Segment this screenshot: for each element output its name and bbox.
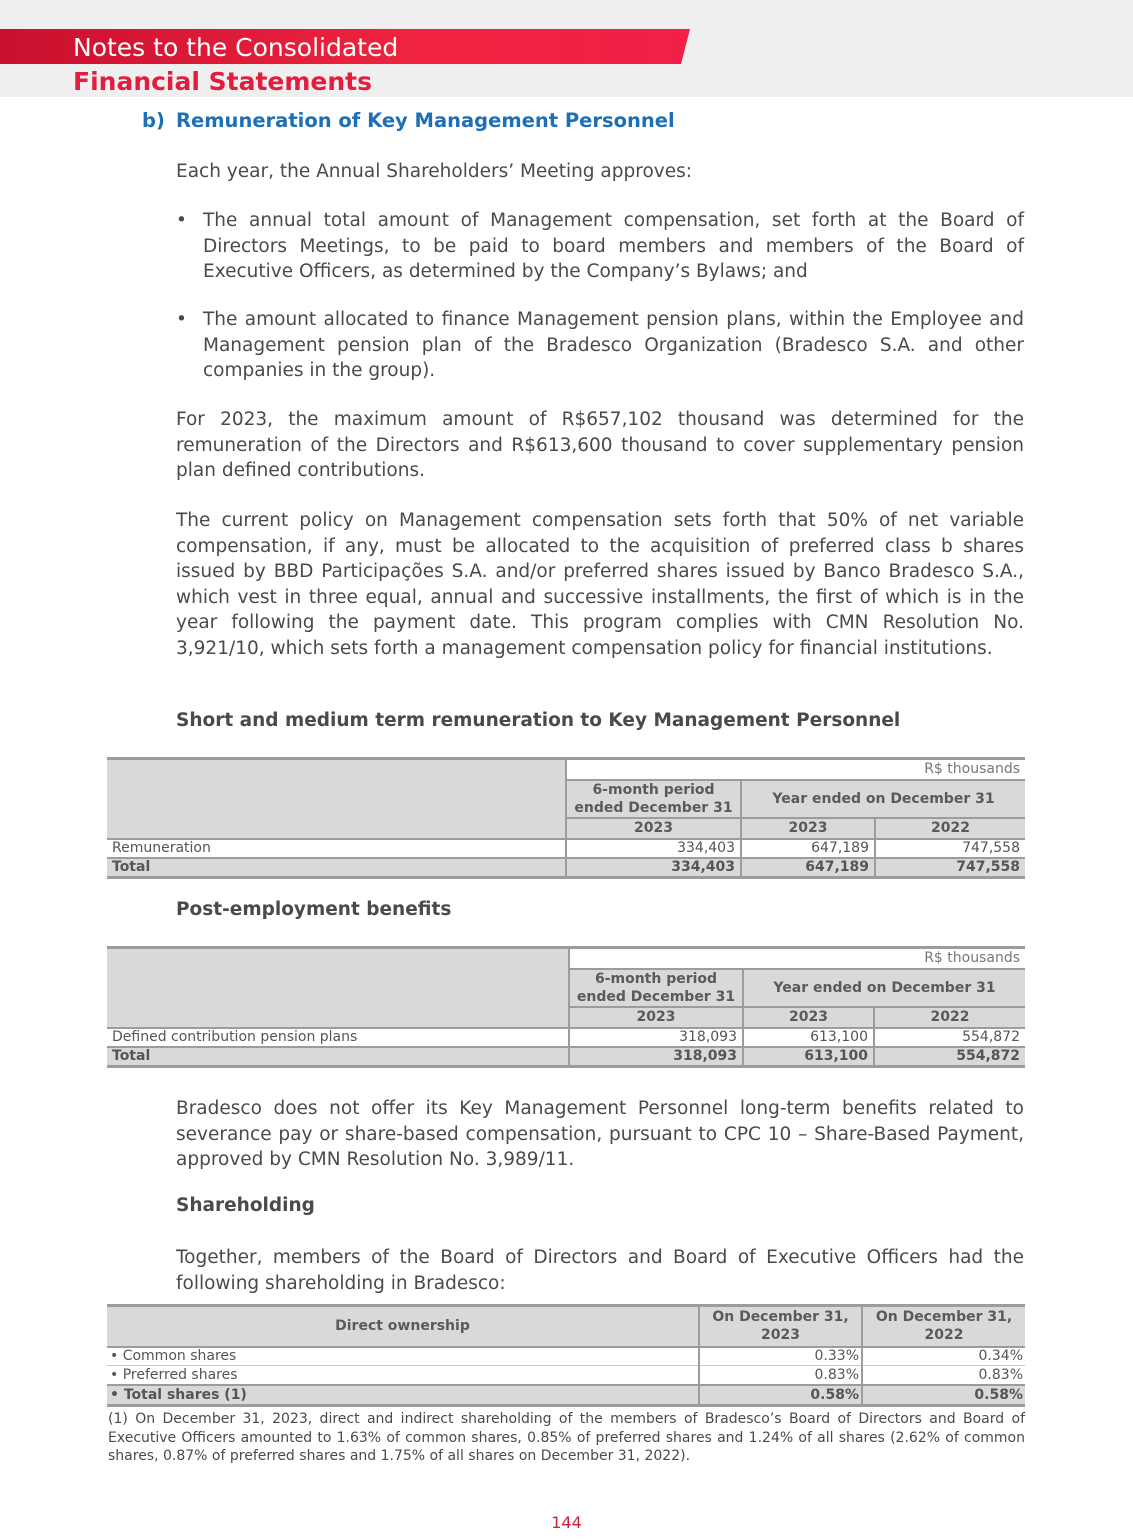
row-value: 0.83% bbox=[978, 1366, 1023, 1383]
section-heading bbox=[142, 109, 675, 132]
row-value: 554,872 bbox=[962, 1029, 1020, 1045]
year-header: 2022 bbox=[874, 1007, 1025, 1028]
row-value: 0.58% bbox=[974, 1386, 1023, 1403]
row-value: 613,100 bbox=[743, 1047, 874, 1067]
row-label: Total bbox=[107, 858, 566, 878]
table2-heading: Post-employment benefits bbox=[176, 899, 452, 920]
remuneration-table bbox=[107, 757, 1025, 879]
paragraph-2023-amounts: For 2023, the maximum amount of R$657,102 thousand was determined for the remuneration of the Directors and R$613,600 thousand to cover supplementary pension plan defined contributions. bbox=[176, 409, 1024, 481]
column-header-2023: On December 31, 2023 bbox=[699, 1306, 862, 1347]
table1-heading: Short and medium term remuneration to Key Management Personnel bbox=[176, 710, 901, 731]
year-header: 2023 bbox=[741, 818, 875, 839]
row-value: 554,872 bbox=[956, 1048, 1020, 1065]
intro-paragraph: Each year, the Annual Shareholders’ Meeting approves: bbox=[176, 161, 692, 182]
footnote: (1) On December 31, 2023, direct and indirect shareholding of the members of Bradesco’s Board of Directors and Board of Executive Officers amounted to 1.63% of common shares, 0.85% of preferred shares and 1.24% of all shares (2.62% of common shares, 0.87% of preferred shares and 1.75% of all shares on December 31, 2022). bbox=[108, 1411, 1025, 1464]
bullet-text: The annual total amount of Management compensation, set forth at the Board of Directors Meetings, to be paid to board members and members of the Board of Executive Officers, as determined by the Company’s Bylaws; and bbox=[203, 210, 1024, 282]
section-title: Remuneration of Key Management Personnel bbox=[176, 109, 675, 132]
year-header: 2023 bbox=[743, 1007, 874, 1028]
bullet-text: The amount allocated to finance Management pension plans, within the Employee and Management pension plan of the Bradesco Organization (Bradesco S.A. and other companies in the group). bbox=[203, 309, 1024, 381]
shareholding-intro: Together, members of the Board of Directors and Board of Executive Officers had the following shareholding in Bradesco: bbox=[176, 1247, 1024, 1294]
row-label: • Total shares (1) bbox=[107, 1385, 699, 1406]
row-value: 334,403 bbox=[566, 858, 741, 878]
row-value: 0.58% bbox=[699, 1385, 862, 1406]
table-row bbox=[107, 839, 1025, 858]
shareholding-heading: Shareholding bbox=[176, 1195, 315, 1216]
row-value: 747,558 bbox=[962, 840, 1020, 856]
shareholding-table bbox=[107, 1304, 1025, 1407]
table-row bbox=[107, 1028, 1025, 1047]
column-header-ownership: Direct ownership bbox=[107, 1306, 699, 1347]
table-total-row bbox=[107, 1385, 1025, 1406]
year-header: 2022 bbox=[875, 818, 1025, 839]
row-value: 318,093 bbox=[569, 1047, 743, 1067]
section-letter: b) bbox=[142, 109, 165, 132]
bullet-dot-icon: • bbox=[176, 309, 187, 330]
post-employment-table bbox=[107, 946, 1025, 1068]
row-value: 647,189 bbox=[741, 858, 875, 878]
row-label: Defined contribution pension plans bbox=[107, 1028, 569, 1047]
table-row bbox=[107, 1366, 1025, 1385]
table-total-row bbox=[107, 858, 1025, 878]
paragraph-compensation-policy: The current policy on Management compensation sets forth that 50% of net variable compensation, if any, must be allocated to the acquisition of preferred class b shares issued by BBD Participações S.A. and/or preferred shares issued by Banco Bradesco S.A., which vest in three equal, annual and successive installments, the first of which is in the year following the payment date. This program complies with CMN Resolution No. 3,921/10, which sets forth a management compensation policy for financial institutions. bbox=[176, 510, 1024, 659]
column-header-period: 6-month period ended December 31 bbox=[566, 780, 741, 818]
row-label: Total bbox=[107, 1047, 569, 1067]
column-header-year: Year ended on December 31 bbox=[743, 969, 1025, 1007]
column-header-year: Year ended on December 31 bbox=[741, 780, 1025, 818]
row-label: • Common shares bbox=[107, 1347, 699, 1366]
year-header: 2023 bbox=[566, 818, 741, 839]
row-value: 613,100 bbox=[743, 1028, 874, 1047]
paragraph-long-term-benefits: Bradesco does not offer its Key Management Personnel long-term benefits related to severance pay or share-based compensation, pursuant to CPC 10 – Share-Based Payment, approved by CMN Resolution No. 3,989/11. bbox=[176, 1098, 1024, 1170]
table-total-row bbox=[107, 1047, 1025, 1067]
row-label: • Preferred shares bbox=[107, 1366, 699, 1385]
row-value: 0.33% bbox=[699, 1347, 862, 1366]
row-value: 334,403 bbox=[566, 839, 741, 858]
column-header-2022: On December 31, 2022 bbox=[862, 1306, 1025, 1347]
table-row bbox=[107, 1347, 1025, 1366]
column-header-period: 6-month period ended December 31 bbox=[569, 969, 743, 1007]
table-header-blank bbox=[107, 759, 566, 839]
row-label: Remuneration bbox=[107, 839, 566, 858]
unit-label: R$ thousands bbox=[566, 759, 1025, 780]
row-value: 647,189 bbox=[741, 839, 875, 858]
year-header: 2023 bbox=[569, 1007, 743, 1028]
row-value: 747,558 bbox=[956, 859, 1020, 876]
table-header-blank bbox=[107, 948, 569, 1028]
bullet-dot-icon: • bbox=[176, 210, 187, 231]
row-value: 318,093 bbox=[569, 1028, 743, 1047]
row-value: 0.83% bbox=[699, 1366, 862, 1385]
row-value: 0.34% bbox=[978, 1348, 1023, 1365]
page-number: 144 bbox=[551, 1513, 582, 1532]
unit-label: R$ thousands bbox=[569, 948, 1025, 969]
header-title-line2: Financial Statements bbox=[73, 67, 373, 96]
header-title-line1: Notes to the Consolidated bbox=[73, 33, 399, 62]
